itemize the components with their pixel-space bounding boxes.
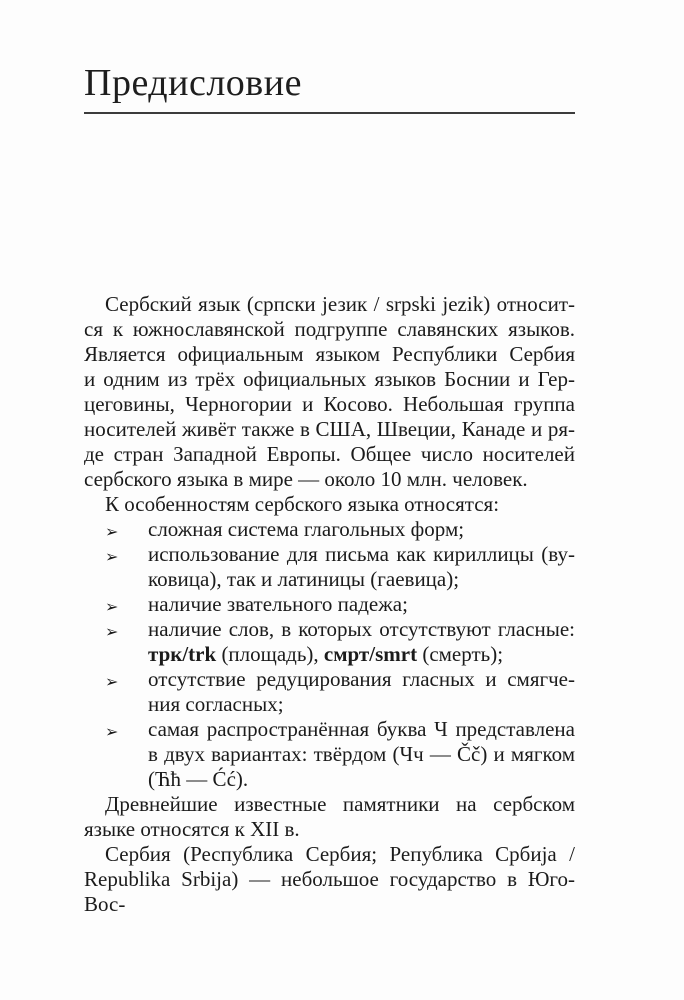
text-line: использование для письма как кириллицы (ву- xyxy=(148,542,575,566)
text-line: де стран Западной Европы. Общее число носителей xyxy=(84,442,575,466)
text-line: сложная система глагольных форм; xyxy=(148,517,465,541)
text-line: отсутствие редуцирования гласных и смягче- xyxy=(148,667,575,691)
paragraph-features-lead xyxy=(84,492,575,517)
text-line: Древнейшие известные памятники на сербском xyxy=(105,792,575,816)
text-line: цеговины, Черногории и Косово. Небольшая группа xyxy=(84,392,575,416)
features-list xyxy=(84,517,575,792)
arrow-bullet-icon: ➢ xyxy=(105,622,119,641)
text-line: языке относятся к XII в. xyxy=(84,817,300,841)
paragraph-serbia xyxy=(84,842,575,917)
list-item xyxy=(84,592,575,617)
text-line: Сербия (Республика Сербия; Република Србија / xyxy=(105,842,575,866)
plain-text: (площадь), xyxy=(216,642,324,666)
list-item xyxy=(84,667,575,717)
text-line: ковица), так и латиницы (гаевица); xyxy=(148,567,460,591)
text-line: носителей живёт также в США, Швеции, Канаде и ря- xyxy=(84,417,575,441)
text-line xyxy=(148,642,575,667)
arrow-bullet-icon: ➢ xyxy=(105,672,119,691)
arrow-bullet-icon: ➢ xyxy=(105,722,119,741)
list-item xyxy=(84,717,575,792)
arrow-bullet-icon: ➢ xyxy=(105,597,119,616)
text-line: Сербский язык (српски језик / srpski jezik) относит- xyxy=(105,292,575,316)
list-item xyxy=(84,517,575,542)
text-line: (Ћћ — Ćć). xyxy=(148,767,249,791)
bold-term: трк/trk xyxy=(148,642,217,666)
page-body xyxy=(84,292,575,917)
text-line: наличие звательного падежа; xyxy=(148,592,408,616)
paragraph-monuments xyxy=(84,792,575,842)
page-title: Предисловие xyxy=(84,62,302,104)
arrow-bullet-icon: ➢ xyxy=(105,547,119,566)
text-line: сербского языка в мире — около 10 млн. человек. xyxy=(84,467,528,491)
text-line: самая распространённая буква Ч представлена xyxy=(148,717,575,741)
arrow-bullet-icon: ➢ xyxy=(105,522,119,541)
list-item xyxy=(84,542,575,592)
text-line: ния согласных; xyxy=(148,692,284,716)
paragraph-intro xyxy=(84,292,575,492)
text-line: ся к южнославянской подгруппе славянских языков. xyxy=(84,317,575,341)
plain-text: (смерть); xyxy=(417,642,504,666)
bold-term: смрт/smrt xyxy=(323,642,418,666)
text-line: наличие слов, в которых отсутствуют гласные: xyxy=(148,617,575,641)
text-line: Republika Srbija) — небольшое государство в Юго-Вос- xyxy=(84,867,575,916)
text-line: в двух вариантах: твёрдом (Чч — Čč) и мягком xyxy=(148,742,575,766)
list-item xyxy=(84,617,575,667)
title-underline xyxy=(84,112,575,114)
text-line: К особенностям сербского языка относятся: xyxy=(105,492,500,516)
text-line: и одним из трёх официальных языков Боснии и Гер- xyxy=(84,367,575,391)
text-line: Является официальным языком Республики Сербия xyxy=(84,342,575,366)
